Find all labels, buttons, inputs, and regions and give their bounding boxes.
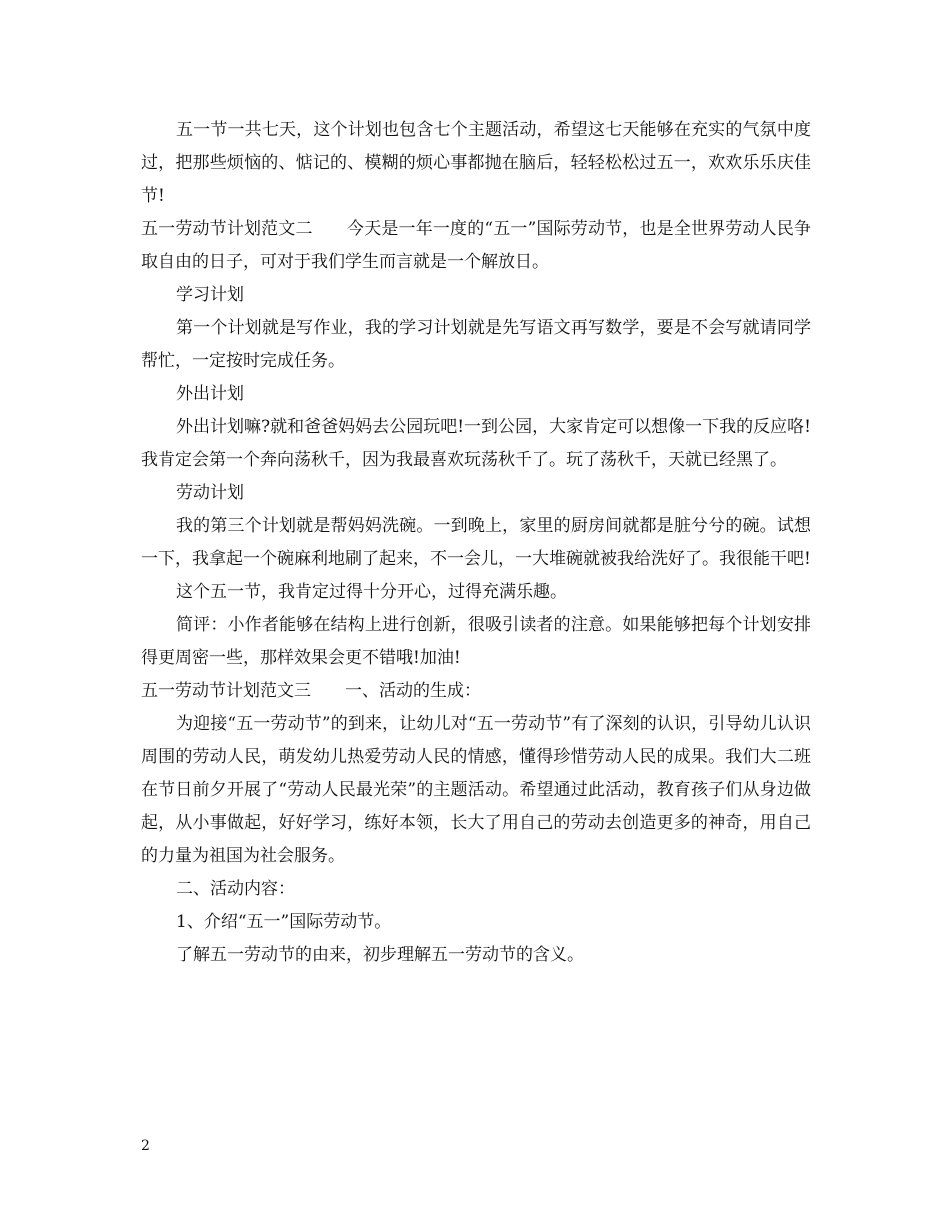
paragraph-activity-item-one: 1、介绍“五一”国际劳动节。 <box>176 912 392 932</box>
paragraph-activity-item-one-detail: 了解五一劳动节的由来，初步理解五一劳动节的含义。 <box>176 945 584 965</box>
paragraph-activity-content-title: 二、活动内容： <box>176 879 295 899</box>
paragraph-study-plan: 第一个计划就是写作业，我的学习计划就是先写语文再写数学，要是不会写就请同学帮忙，一定按时完成任务。 <box>141 318 811 371</box>
paragraph-labor-plan: 我的第三个计划就是帮妈妈洗碗。一到晚上，家里的厨房间就都是脏兮兮的碗。试想一下，我拿起一个碗麻利地刷了起来，不一会儿，一大堆碗就被我给洗好了。我很能干吧! <box>141 516 811 569</box>
paragraph-sample-three-heading: 五一劳动节计划范文三 一、活动的生成： <box>141 681 481 701</box>
paragraph-intro: 五一节一共七天，这个计划也包含七个主题活动，希望这七天能够在充实的气氛中度过，把那些烦恼的、惦记的、模糊的烦心事都抛在脑后，轻轻松松过五一，欢欢乐乐庆佳节! <box>141 120 811 206</box>
document-body <box>141 114 811 972</box>
paragraph-activity-origin: 为迎接“五一劳动节”的到来，让幼儿对“五一劳动节”有了深刻的认识，引导幼儿认识周围的劳动人民，萌发幼儿热爱劳动人民的情感，懂得珍惜劳动人民的成果。我们大二班在节日前夕开展了“劳动人民最光荣”的主题活动。希望通过此活动，教育孩子们从身边做起，从小事做起，好好学习，练好本领，长大了用自己的劳动去创造更多的神奇，用自己的力量为祖国为社会服务。 <box>141 714 811 866</box>
paragraph-labor-plan-title: 劳动计划 <box>176 483 244 503</box>
paragraph-outing-plan: 外出计划嘛?就和爸爸妈妈去公园玩吧!一到公园，大家肯定可以想像一下我的反应咯!我肯定会第一个奔向荡秋千，因为我最喜欢玩荡秋千了。玩了荡秋千，天就已经黑了。 <box>141 417 811 470</box>
paragraph-sample-two-heading: 五一劳动节计划范文二 今天是一年一度的“五一”国际劳动节，也是全世界劳动人民争取自由的日子，可对于我们学生而言就是一个解放日。 <box>141 219 811 272</box>
paragraph-review: 简评：小作者能够在结构上进行创新，很吸引读者的注意。如果能够把每个计划安排得更周密一些，那样效果会更不错哦!加油! <box>141 615 811 668</box>
paragraph-study-plan-title: 学习计划 <box>176 285 244 305</box>
paragraph-summary: 这个五一节，我肯定过得十分开心，过得充满乐趣。 <box>176 582 567 602</box>
page-number: 2 <box>141 1138 150 1154</box>
paragraph-outing-plan-title: 外出计划 <box>176 384 244 404</box>
